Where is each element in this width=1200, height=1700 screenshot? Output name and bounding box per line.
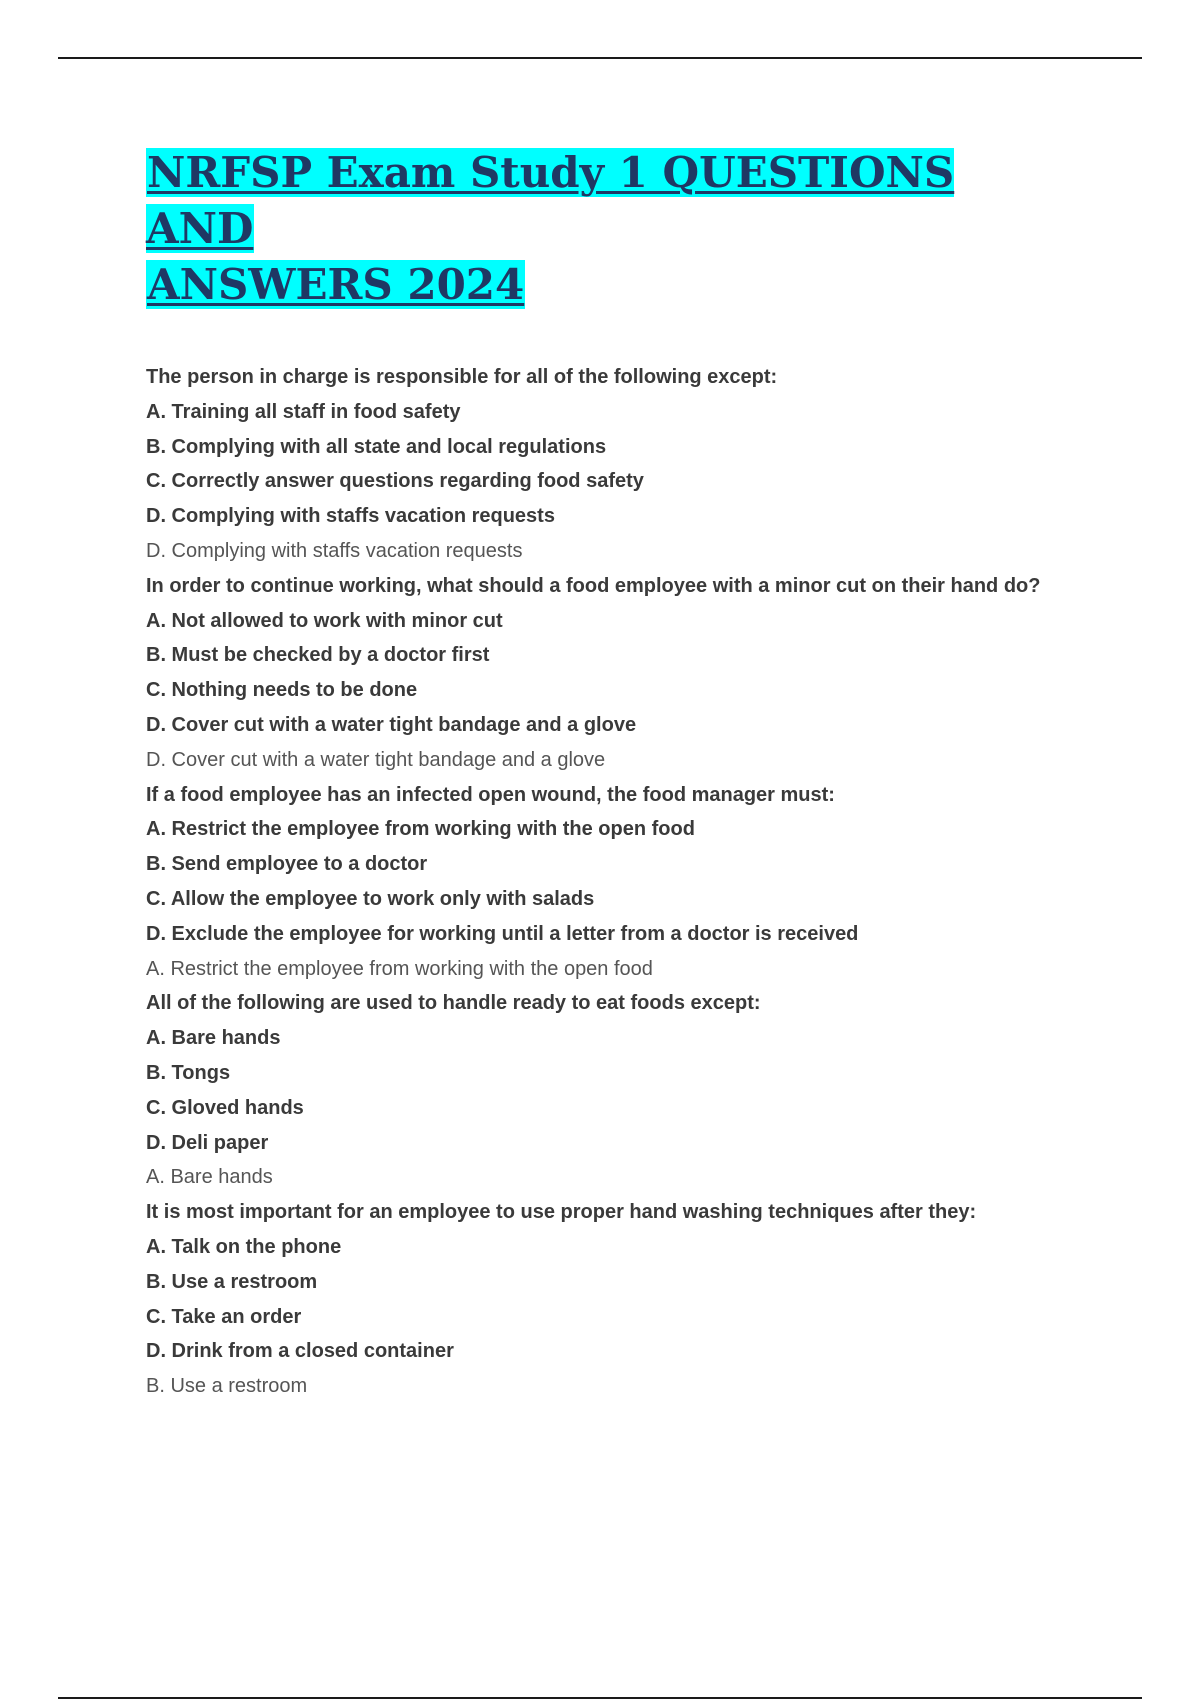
option-d: D. Complying with staffs vacation requests [146,505,555,528]
question-block [146,569,1146,778]
option-c: C. Take an order [146,1305,302,1328]
bottom-rule [58,1697,1142,1699]
question-text: All of the following are used to handle ready to eat foods except: [146,992,761,1015]
question-text: It is most important for an employee to use proper hand washing techniques after they: [146,1201,977,1224]
title-line-2: ANSWERS 2024 [147,260,525,309]
option-b: B. Send employee to a doctor [146,853,428,876]
option-a: A. Talk on the phone [146,1235,342,1258]
question-text: The person in charge is responsible for all of the following except: [146,366,778,388]
option-c: C. Allow the employee to work only with salads [146,887,595,910]
option-a: A. Bare hands [146,1027,281,1050]
option-c: C. Gloved hands [146,1096,304,1119]
option-c: C. Correctly answer questions regarding food safety [146,470,644,493]
option-d: D. Cover cut with a water tight bandage and a glove [146,713,637,736]
top-rule [58,57,1142,59]
answer-text: A. Bare hands [146,1166,273,1189]
option-a: A. Training all staff in food safety [146,400,461,423]
answer-text: B. Use a restroom [146,1375,308,1398]
question-text: In order to continue working, what should a food employee with a minor cut on their hand do? [146,574,1041,597]
question-block [146,986,1146,1195]
answer-text: D. Complying with staffs vacation requests [146,539,523,562]
option-b: B. Must be checked by a doctor first [146,644,490,667]
option-b: B. Use a restroom [146,1270,318,1293]
option-d: D. Drink from a closed container [146,1340,454,1363]
option-d: D. Deli paper [146,1131,269,1154]
option-b: B. Tongs [146,1061,231,1084]
option-c: C. Nothing needs to be done [146,679,418,702]
answer-text: D. Cover cut with a water tight bandage and a glove [146,748,606,771]
question-block [146,360,1146,569]
option-b: B. Complying with all state and local regulations [146,435,607,458]
title-line-1: NRFSP Exam Study 1 QUESTIONS AND [146,148,955,253]
document-title [146,145,1046,313]
question-block [146,778,1146,987]
question-block [146,1195,1146,1404]
option-d: D. Exclude the employee for working until a letter from a doctor is received [146,922,859,945]
option-a: A. Restrict the employee from working with the open food [146,818,695,841]
question-text: If a food employee has an infected open wound, the food manager must: [146,783,835,806]
answer-text: A. Restrict the employee from working with the open food [146,957,653,980]
option-a: A. Not allowed to work with minor cut [146,609,503,632]
question-list [146,360,1146,1404]
